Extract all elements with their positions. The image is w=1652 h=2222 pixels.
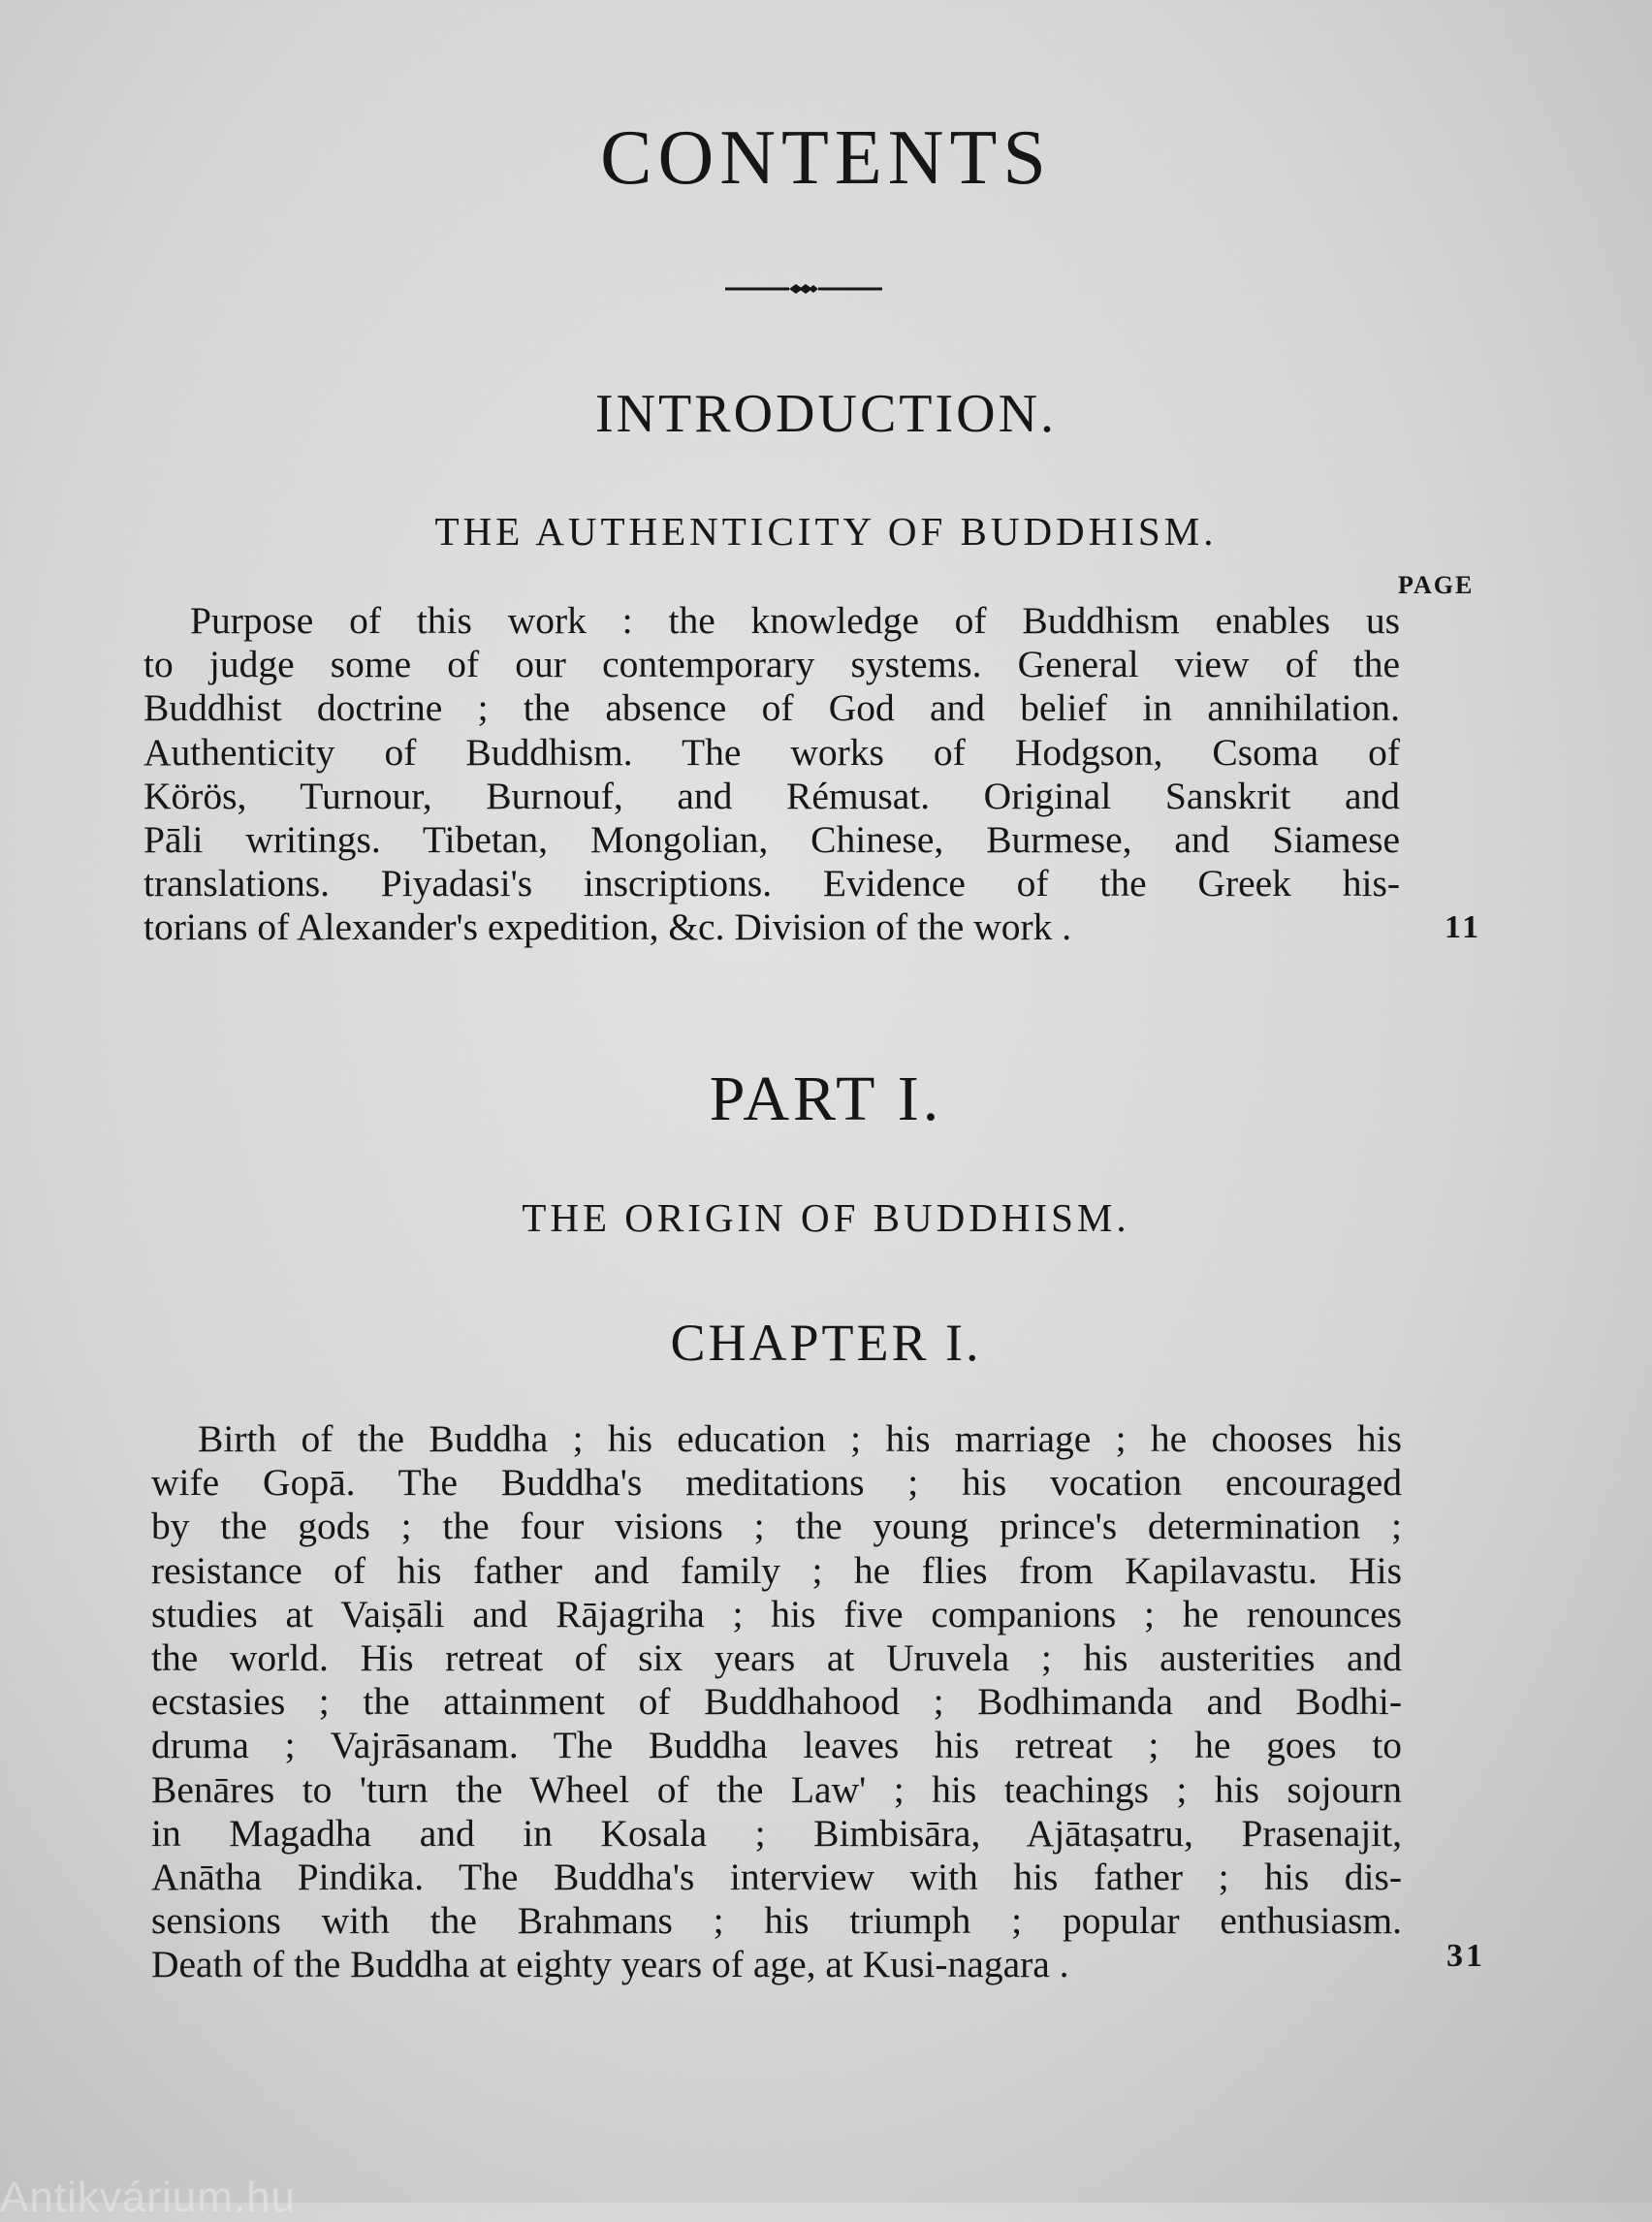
summary-line: translations. Piyadasi's inscriptions. Evidence of the Greek his- [143, 862, 1400, 905]
part-subtitle: THE ORIGIN OF BUDDHISM. [522, 1195, 1130, 1240]
summary-line: ecstasies ; the attainment of Buddhahood ; Bodhimanda and Bodhi- [151, 1680, 1402, 1724]
summary-line: Buddhist doctrine ; the absence of God and belief in annihilation. [143, 686, 1400, 730]
summary-line: studies at Vaiṣāli and Rājagriha ; his five companions ; he renounces [151, 1592, 1402, 1635]
introduction-subtitle: THE AUTHENTICITY OF BUDDHISM. [434, 509, 1218, 554]
summary-line: to judge some of our contemporary systems. General view of the [143, 643, 1400, 686]
chapter-title: CHAPTER I. [670, 1314, 982, 1372]
chapter-page-number: 31 [1446, 1938, 1485, 1974]
ornament-divider-icon [725, 283, 882, 295]
summary-line: Death of the Buddha at eighty years of age, at Kusi-nagara . [151, 1943, 1069, 1986]
summary-line: Authenticity of Buddhism. The works of Hodgson, Csoma of [143, 730, 1400, 774]
introduction-page-number: 11 [1445, 909, 1482, 945]
watermark: Antikvárium.hu [0, 2174, 297, 2221]
summary-line: Purpose of this work : the knowledge of Buddhism enables us [190, 599, 1400, 642]
summary-line: the world. His retreat of six years at Uruvela ; his austerities and [151, 1636, 1402, 1680]
summary-line: druma ; Vajrāsanam. The Buddha leaves his retreat ; he goes to [151, 1724, 1402, 1767]
summary-line: Pāli writings. Tibetan, Mongolian, Chinese, Burmese, and Siamese [143, 818, 1400, 862]
summary-line: in Magadha and in Kosala ; Bimbisāra, Ajātaṣatru, Prasenajit, [151, 1811, 1402, 1855]
summary-line: sensions with the Brahmans ; his triumph ; popular enthusiasm. [151, 1899, 1402, 1943]
summary-line: resistance of his father and family ; he flies from Kapilavastu. His [151, 1548, 1402, 1592]
summary-line: Anātha Pindika. The Buddha's interview with his father ; his dis- [151, 1856, 1402, 1899]
contents-title: CONTENTS [600, 115, 1052, 201]
summary-line: Benāres to 'turn the Wheel of the Law' ; his teachings ; his sojourn [151, 1767, 1402, 1811]
summary-line: torians of Alexander's expedition, &c. Division of the work . [143, 905, 1072, 949]
summary-line: Körös, Turnour, Burnouf, and Rémusat. Original Sanskrit and [143, 774, 1400, 817]
introduction-title: INTRODUCTION. [594, 384, 1058, 444]
summary-line: Birth of the Buddha ; his education ; his marriage ; he chooses his [198, 1417, 1402, 1460]
introduction-summary [143, 599, 1400, 950]
summary-line: wife Gopā. The Buddha's meditations ; his vocation encouraged [151, 1461, 1402, 1505]
summary-line: by the gods ; the four visions ; the young prince's determination ; [151, 1505, 1402, 1548]
page-column-label: PAGE [1398, 571, 1475, 599]
part-title: PART I. [709, 1063, 943, 1134]
chapter-summary [151, 1417, 1402, 1987]
